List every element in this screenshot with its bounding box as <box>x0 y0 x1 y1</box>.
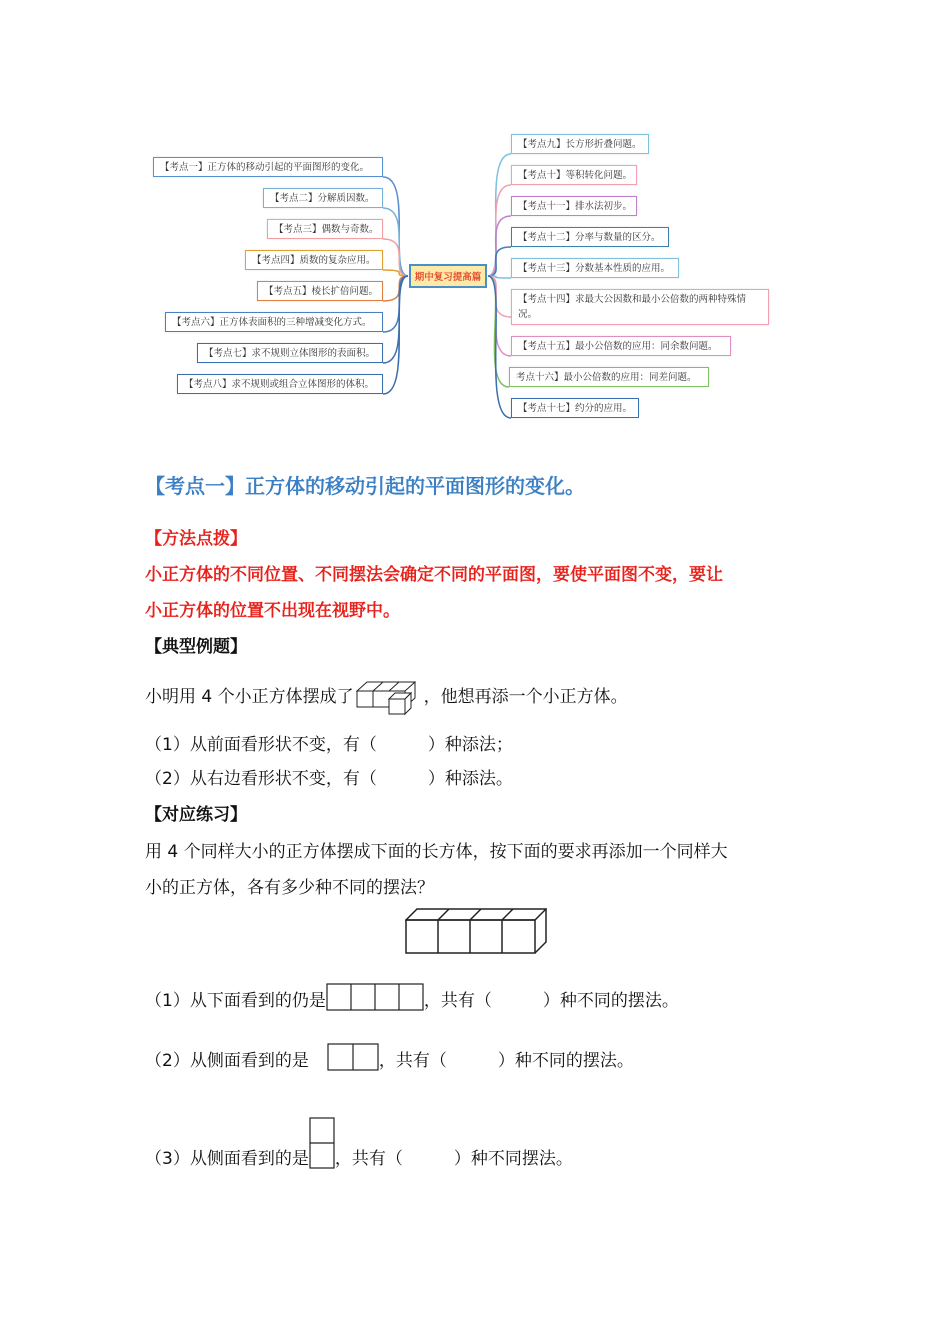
method-label: 【方法点拨】 <box>145 529 247 549</box>
p3-text-after: ，共有（ ）种不同摆法。 <box>334 1149 573 1169</box>
mindmap-connector-right-15 <box>488 276 511 356</box>
practice-q3 <box>145 1117 573 1169</box>
practice-text-line-1: 用 4 个同样大小的正方体摆成下面的长方体，按下面的要求再添加一个同样大 <box>145 842 728 862</box>
cube-arrangement-figure <box>356 679 422 715</box>
mindmap-node-left-2: 【考点二】分解质因数。 <box>263 188 383 208</box>
cuboid-figure <box>405 908 547 954</box>
example-q1: （1）从前面看形状不变，有（ ）种添法； <box>145 735 513 755</box>
mindmap-node-right-10: 【考点十】等积转化问题。 <box>511 165 637 185</box>
method-text-line-1: 小正方体的不同位置、不同摆法会确定不同的平面图，要使平面图不变，要让 <box>145 565 723 585</box>
mindmap-connector-left-1 <box>383 177 408 276</box>
practice-text-line-2: 小的正方体，各有多少种不同的摆法？ <box>145 878 434 898</box>
mindmap-node-left-5: 【考点五】棱长扩倍问题。 <box>257 281 383 301</box>
p2-text-after: ，共有（ ）种不同的摆法。 <box>378 1051 634 1071</box>
mindmap-node-left-4: 【考点四】质数的复杂应用。 <box>245 250 383 270</box>
p1-text-before: （1）从下面看到的仍是 <box>145 991 326 1011</box>
mindmap-node-right-14: 【考点十四】求最大公因数和最小公倍数的两种特殊情况。 <box>511 289 769 325</box>
bottom-view-figure <box>326 983 424 1011</box>
example-label: 【典型例题】 <box>145 637 247 657</box>
mindmap-node-left-3: 【考点三】偶数与奇数。 <box>267 219 383 239</box>
mindmap-connector-left-5 <box>383 276 408 301</box>
mindmap-center-node: 期中复习提高篇 <box>409 264 487 288</box>
mindmap-node-right-16: 考点十六】最小公倍数的应用：同差问题。 <box>509 367 709 387</box>
mindmap-node-right-11: 【考点十一】排水法初步。 <box>511 196 637 216</box>
mindmap-node-left-6: 【考点六】正方体表面积的三种增减变化方式。 <box>165 312 383 332</box>
mindmap-connector-left-6 <box>383 276 408 332</box>
mindmap-connector-left-2 <box>383 208 408 276</box>
mindmap-node-right-13: 【考点十三】分数基本性质的应用。 <box>511 258 679 278</box>
p3-text-before: （3）从侧面看到的是 <box>145 1149 309 1169</box>
p2-text-before: （2）从侧面看到的是 <box>145 1051 309 1071</box>
side-view-figure-horizontal <box>327 1043 379 1071</box>
mindmap-node-left-7: 【考点七】求不规则立体图形的表面积。 <box>197 343 383 363</box>
mindmap-connector-right-14 <box>488 276 511 317</box>
mindmap-connector-left-7 <box>383 276 408 363</box>
practice-q1 <box>145 983 679 1011</box>
mindmap-connector-right-9 <box>488 154 511 276</box>
mindmap-node-right-12: 【考点十二】分率与数量的区分。 <box>511 227 669 247</box>
p1-text-after: ，共有（ ）种不同的摆法。 <box>423 991 679 1011</box>
mindmap-node-right-17: 【考点十七】约分的应用。 <box>511 398 639 418</box>
example-text-after: ，他想再添一个小正方体。 <box>423 687 628 707</box>
practice-q2 <box>145 1043 634 1071</box>
mindmap-node-left-1: 【考点一】正方体的移动引起的平面图形的变化。 <box>153 157 383 177</box>
mindmap-connector-right-16 <box>488 276 509 387</box>
practice-label: 【对应练习】 <box>145 805 247 825</box>
method-text-line-2: 小正方体的位置不出现在视野中。 <box>145 601 400 621</box>
section-heading: 【考点一】正方体的移动引起的平面图形的变化。 <box>145 474 585 498</box>
mindmap-connector-left-8 <box>383 276 408 394</box>
example-text-before: 小明用 4 个小正方体摆成了 <box>145 687 354 707</box>
mindmap-diagram <box>143 124 778 428</box>
example-q2: （2）从右边看形状不变，有（ ）种添法。 <box>145 769 513 789</box>
mindmap-node-left-8: 【考点八】求不规则或组合立体图形的体积。 <box>177 374 383 394</box>
mindmap-node-right-9: 【考点九】长方形折叠问题。 <box>511 134 649 154</box>
mindmap-connector-right-10 <box>488 185 511 276</box>
mindmap-node-right-15: 【考点十五】最小公倍数的应用：同余数问题。 <box>511 336 731 356</box>
example-question <box>145 679 628 715</box>
side-view-figure-vertical <box>309 1117 335 1169</box>
mindmap-connector-right-11 <box>488 216 511 276</box>
mindmap-connector-right-12 <box>488 247 511 276</box>
